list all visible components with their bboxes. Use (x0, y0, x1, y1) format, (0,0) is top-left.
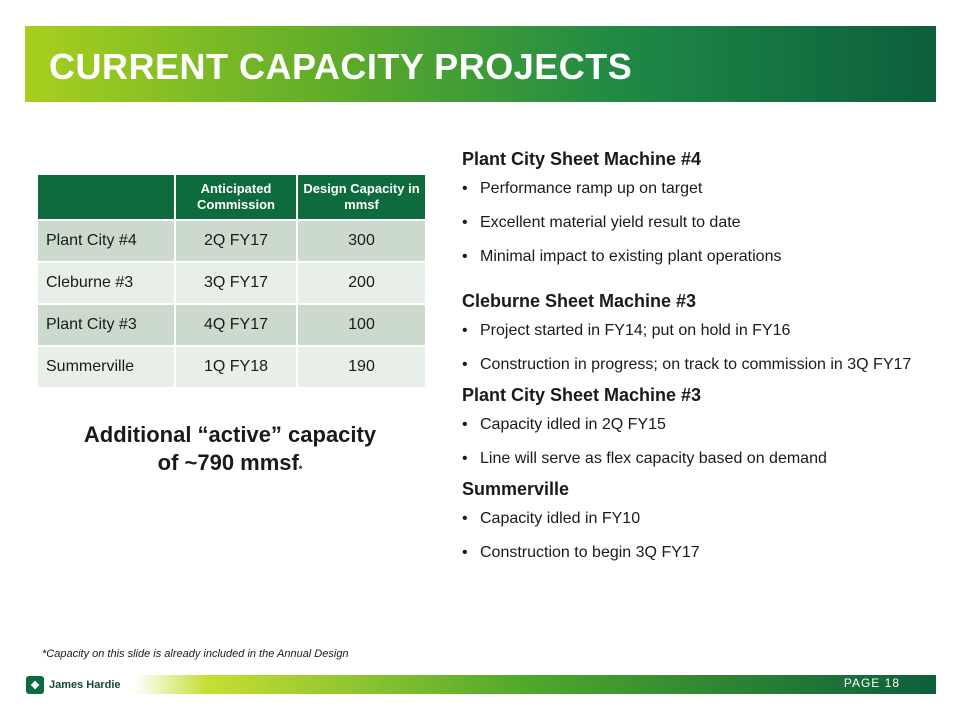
table-header-cell: Anticipated Commission (176, 175, 296, 219)
logo-text: James Hardie (49, 679, 121, 691)
table-row (38, 303, 425, 345)
bullet-text: Capacity idled in FY10 (480, 510, 641, 527)
bullet-list (462, 172, 942, 274)
list-item (462, 502, 942, 536)
james-hardie-logo-icon: ❖ (26, 676, 44, 694)
table-cell: 300 (298, 219, 425, 261)
page-title: CURRENT CAPACITY PROJECTS (49, 46, 633, 87)
bullet-text: Construction in progress; on track to commission in 3Q FY17 (480, 356, 912, 373)
table-cell: 2Q FY17 (176, 219, 296, 261)
bullet-text: Minimal impact to existing plant operations (480, 248, 782, 265)
bullet-icon: • (462, 322, 468, 339)
section-cleburne-3 (462, 288, 942, 382)
list-item (462, 408, 942, 442)
section-summerville (462, 476, 942, 570)
bullet-list (462, 314, 942, 382)
section-plant-city-3 (462, 382, 942, 476)
footer-bar (25, 675, 936, 694)
bullet-icon: • (462, 356, 468, 373)
bullet-list (462, 502, 942, 570)
bullet-icon: • (462, 544, 468, 561)
page-label: PAGE (843, 676, 881, 690)
spacer (462, 274, 942, 288)
bullet-text: Project started in FY14; put on hold in FY16 (480, 322, 791, 339)
page-number (844, 676, 900, 690)
table-cell: 200 (298, 261, 425, 303)
bullet-text: Construction to begin 3Q FY17 (480, 544, 700, 561)
page-number-value: 18 (884, 676, 900, 690)
section-title: Plant City Sheet Machine #4 (462, 149, 702, 169)
table-cell: Cleburne #3 (38, 261, 174, 303)
summary-line-2: of ~790 mmsf (157, 450, 299, 475)
company-logo (26, 675, 121, 695)
summary-line-1: Additional “active” capacity (83, 422, 377, 447)
table-cell: Summerville (38, 345, 174, 387)
list-item (462, 348, 940, 382)
bullet-text: Capacity idled in 2Q FY15 (480, 416, 666, 433)
bullet-icon: • (462, 510, 468, 527)
capacity-summary (40, 421, 420, 477)
list-item (462, 240, 942, 274)
bullet-icon: • (462, 450, 468, 467)
table-row (38, 261, 425, 303)
bullet-text: Line will serve as flex capacity based on demand (480, 450, 827, 467)
table-cell: 3Q FY17 (176, 261, 296, 303)
table-row (38, 219, 425, 261)
table-header-row (38, 175, 425, 219)
table-header-cell: Design Capacity in mmsf (298, 175, 425, 219)
table-header-cell (38, 175, 174, 219)
project-details (462, 146, 942, 570)
section-plant-city-4 (462, 146, 942, 274)
table-cell: 4Q FY17 (176, 303, 296, 345)
summary-line-2-wrap (40, 449, 420, 477)
list-item (462, 536, 942, 570)
bullet-text: Performance ramp up on target (480, 180, 703, 197)
table-cell: 100 (298, 303, 425, 345)
list-item (462, 314, 942, 348)
table-cell: 1Q FY18 (176, 345, 296, 387)
section-title: Summerville (462, 479, 570, 499)
footnote: *Capacity on this slide is already included in the Annual Design (42, 648, 349, 660)
bullet-icon: • (462, 416, 468, 433)
bullet-icon: • (462, 214, 468, 231)
bullet-icon: • (462, 248, 468, 265)
list-item (462, 172, 942, 206)
section-title: Plant City Sheet Machine #3 (462, 385, 702, 405)
table-cell: 190 (298, 345, 425, 387)
footnote-mark: * (298, 464, 303, 474)
title-bar (25, 26, 936, 102)
bullet-list (462, 408, 942, 476)
bullet-icon: • (462, 180, 468, 197)
capacity-table (36, 175, 427, 387)
table-cell: Plant City #3 (38, 303, 174, 345)
table-row (38, 345, 425, 387)
section-title: Cleburne Sheet Machine #3 (462, 291, 697, 311)
table-cell: Plant City #4 (38, 219, 174, 261)
bullet-text: Excellent material yield result to date (480, 214, 741, 231)
list-item (462, 206, 942, 240)
list-item (462, 442, 942, 476)
